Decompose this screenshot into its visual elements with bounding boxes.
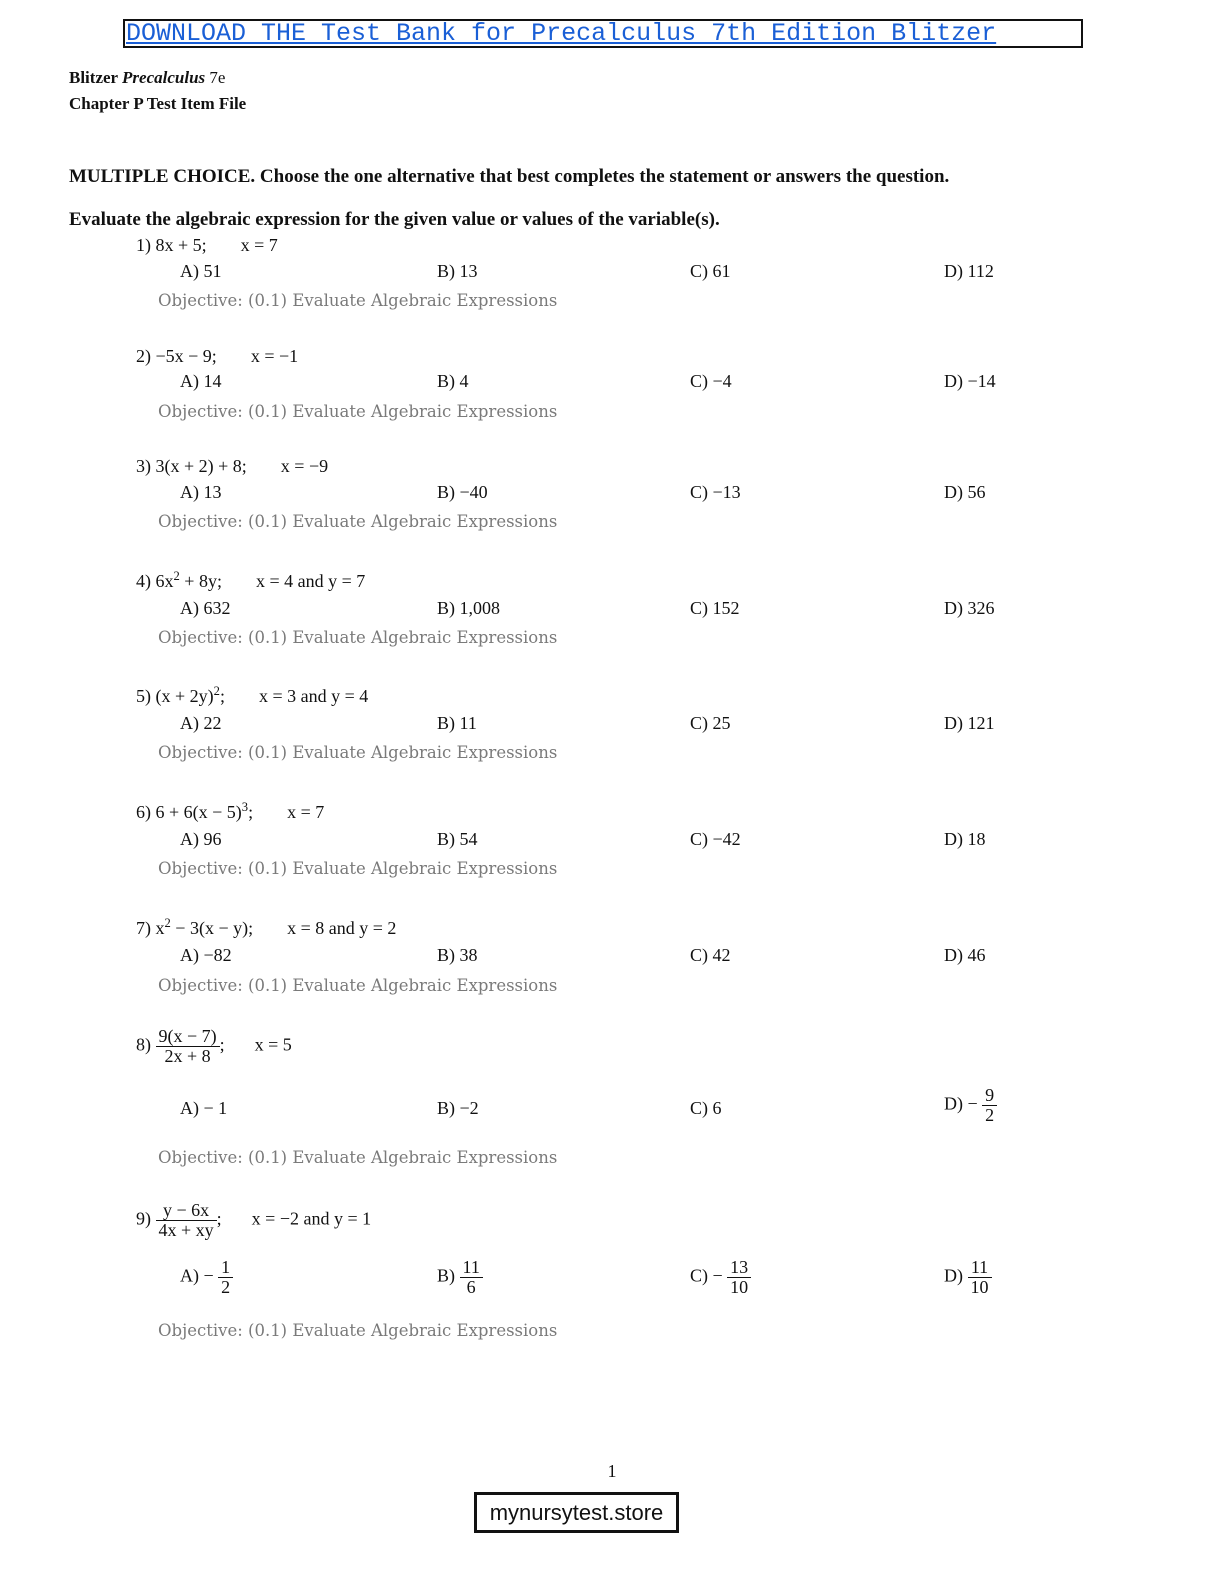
choice-a[interactable]: A) 96	[180, 829, 222, 849]
directive-text: Evaluate the algebraic expression for the given value or values of the variable(s).	[69, 209, 720, 230]
choice-c[interactable]: C) 25	[690, 713, 731, 733]
question-stem: 6) $6 + 6(x - 5)^3$; x = 7	[136, 800, 325, 822]
choice-a[interactable]: A) − $\frac{1}{2}$	[180, 1258, 233, 1297]
choice-c[interactable]: C) − $\frac{13}{10}$	[690, 1258, 751, 1297]
objective-text: Objective: (0.1) Evaluate Algebraic Expressions	[158, 976, 558, 995]
choice-b[interactable]: B) 4	[437, 371, 469, 391]
book-title: Blitzer Precalculus 7e	[69, 68, 226, 87]
choice-d[interactable]: D) 112	[944, 261, 994, 281]
objective-text: Objective: (0.1) Evaluate Algebraic Expressions	[158, 402, 558, 421]
choice-d[interactable]: D) $\frac{11}{10}$	[944, 1258, 992, 1297]
choice-c[interactable]: C) −42	[690, 829, 741, 849]
download-banner-link[interactable]: DOWNLOAD THE Test Bank for Precalculus 7th Edition Blitzer	[123, 19, 1083, 48]
question-stem: 9) $\frac{y - 6x}{4x + xy}$ ; x = −2 and y = 1	[136, 1200, 372, 1240]
choice-c[interactable]: C) 6	[690, 1098, 722, 1118]
question-stem: 7) $x^2 - 3(x - y)$; x = 8 and y = 2	[136, 916, 397, 938]
choice-b[interactable]: B) 13	[437, 261, 478, 281]
choice-a[interactable]: A) 22	[180, 713, 222, 733]
choice-d[interactable]: D) 18	[944, 829, 986, 849]
choice-c[interactable]: C) −4	[690, 371, 732, 391]
choice-a[interactable]: A) −82	[180, 945, 232, 965]
choice-d[interactable]: D) −14	[944, 371, 996, 391]
choice-d[interactable]: D) 121	[944, 713, 995, 733]
question-stem: 1) 8x + 5; x = 7	[136, 235, 278, 255]
choice-b[interactable]: B) −2	[437, 1098, 479, 1118]
expression-fraction: $\frac{9(x - 7)}{2x + 8}$	[156, 1027, 220, 1066]
choice-c[interactable]: C) 61	[690, 261, 731, 281]
choice-b[interactable]: B) −40	[437, 482, 488, 502]
objective-text: Objective: (0.1) Evaluate Algebraic Expressions	[158, 291, 558, 310]
choice-a[interactable]: A) 51	[180, 261, 222, 281]
expression-fraction: $\frac{y - 6x}{4x + xy}$	[156, 1201, 217, 1240]
choice-a[interactable]: A) − 1	[180, 1098, 228, 1118]
choice-c[interactable]: C) 42	[690, 945, 731, 965]
choice-d[interactable]: D) 46	[944, 945, 986, 965]
question-stem: 8) $\frac{9(x - 7)}{2x + 8}$ ; x = 5	[136, 1026, 292, 1066]
footer-site-badge[interactable]: mynursytest.store	[474, 1492, 679, 1533]
objective-text: Objective: (0.1) Evaluate Algebraic Expressions	[158, 1321, 558, 1340]
section-instructions: MULTIPLE CHOICE. Choose the one alternative that best completes the statement or answers the question.	[69, 166, 950, 187]
choice-c[interactable]: C) −13	[690, 482, 741, 502]
question-stem: 5) $(x + 2y)^2$; x = 3 and y = 4	[136, 684, 369, 706]
objective-text: Objective: (0.1) Evaluate Algebraic Expressions	[158, 1148, 558, 1167]
choice-a[interactable]: A) 632	[180, 598, 231, 618]
objective-text: Objective: (0.1) Evaluate Algebraic Expressions	[158, 628, 558, 647]
chapter-title: Chapter P Test Item File	[69, 94, 247, 113]
choice-b[interactable]: B) 38	[437, 945, 478, 965]
question-stem: 2) −5x − 9; x = −1	[136, 346, 299, 366]
choice-a[interactable]: A) 13	[180, 482, 222, 502]
choice-b[interactable]: B) 54	[437, 829, 478, 849]
page-number: 1	[607, 1461, 617, 1481]
choice-d[interactable]: D) 326	[944, 598, 995, 618]
choice-c[interactable]: C) 152	[690, 598, 740, 618]
objective-text: Objective: (0.1) Evaluate Algebraic Expressions	[158, 859, 558, 878]
choice-d[interactable]: D) − $\frac{9}{2}$	[944, 1086, 997, 1125]
choice-b[interactable]: B) 1,008	[437, 598, 500, 618]
question-stem: 4) $6x^2 + 8y$; x = 4 and y = 7	[136, 569, 366, 591]
choice-d[interactable]: D) 56	[944, 482, 986, 502]
question-stem: 3) 3(x + 2) + 8; x = −9	[136, 456, 329, 476]
choice-b[interactable]: B) 11	[437, 713, 477, 733]
objective-text: Objective: (0.1) Evaluate Algebraic Expressions	[158, 512, 558, 531]
choice-b[interactable]: B) $\frac{11}{6}$	[437, 1258, 483, 1297]
choice-a[interactable]: A) 14	[180, 371, 222, 391]
objective-text: Objective: (0.1) Evaluate Algebraic Expressions	[158, 743, 558, 762]
